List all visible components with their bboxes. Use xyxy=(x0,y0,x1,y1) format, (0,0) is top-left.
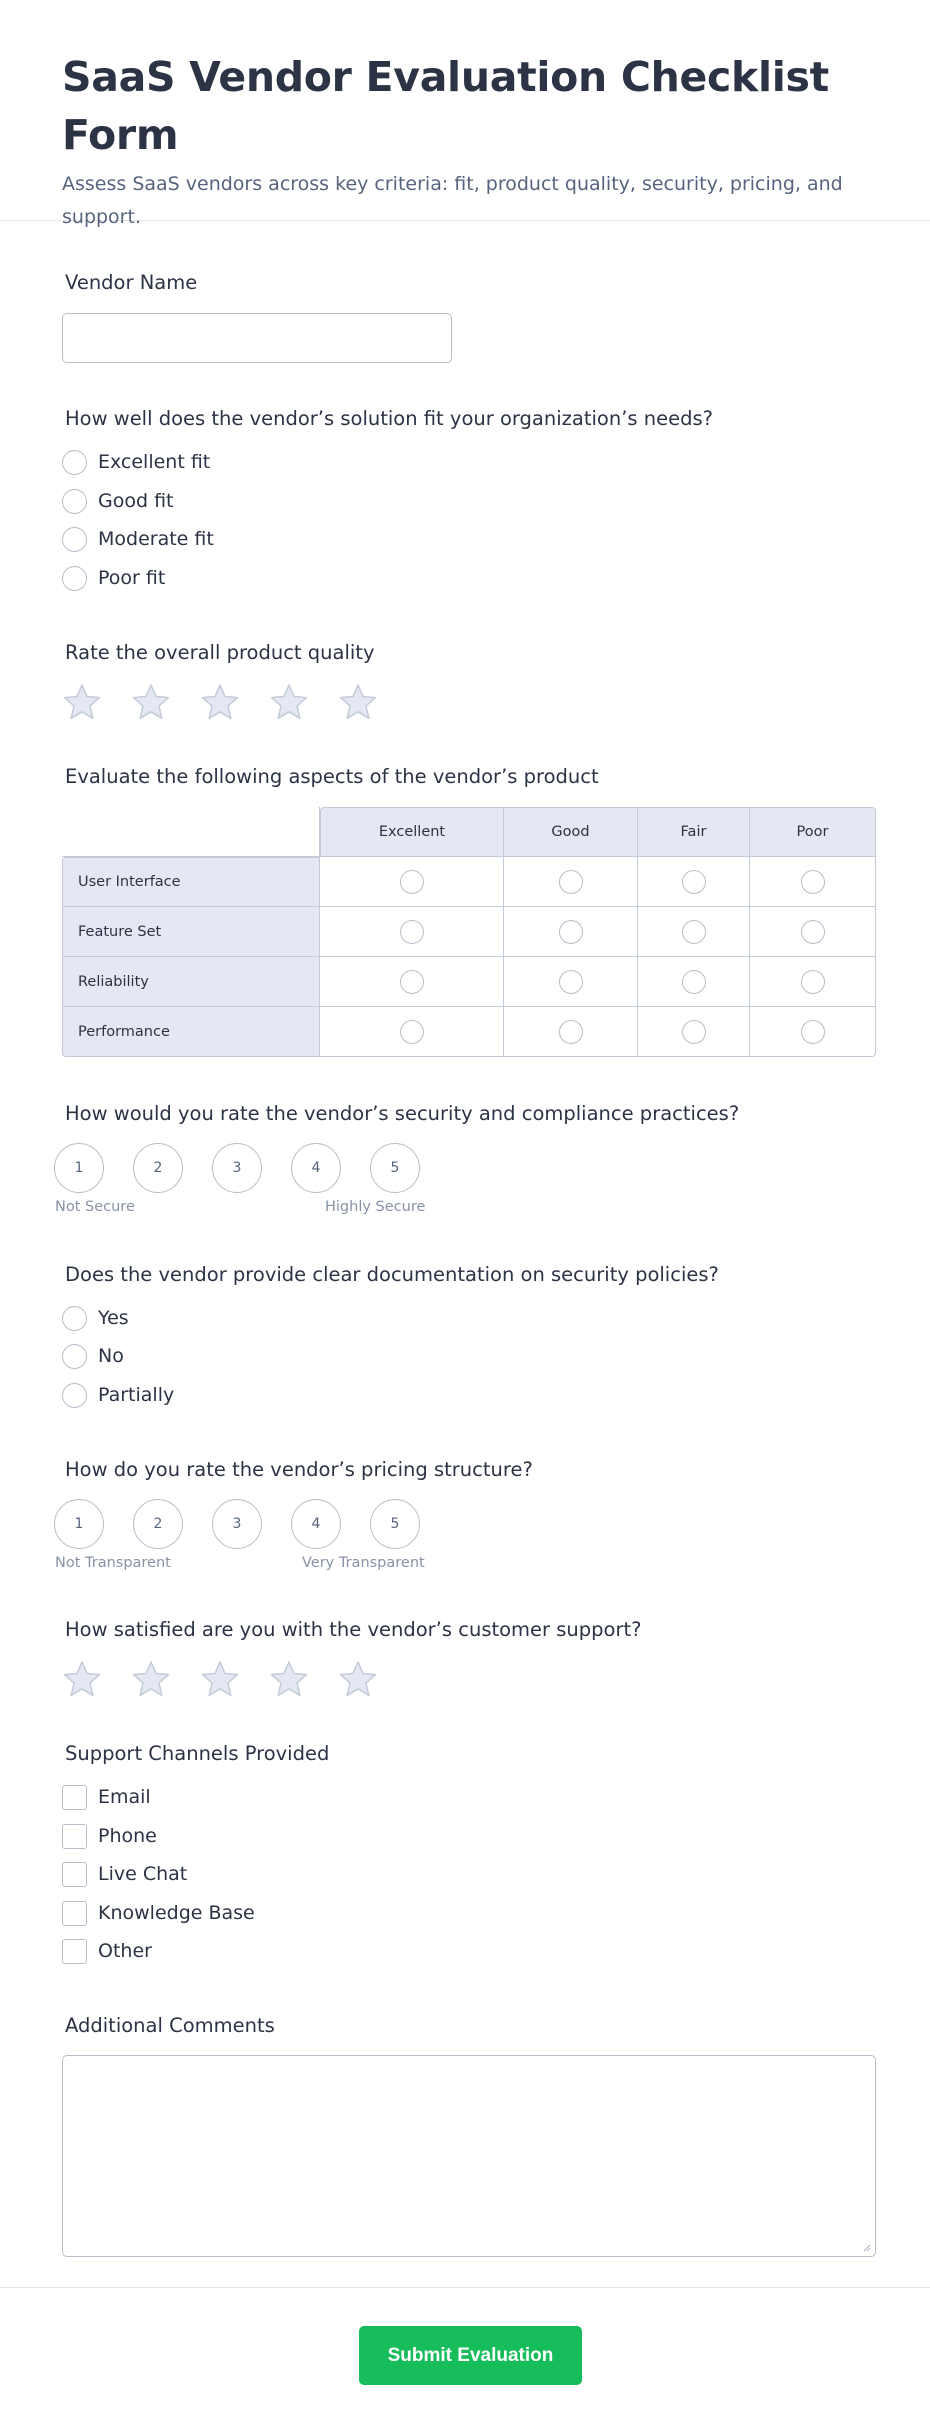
matrix-cell[interactable] xyxy=(320,857,504,907)
matrix-col-fair: Fair xyxy=(638,807,750,857)
radio-button[interactable] xyxy=(400,1020,424,1044)
checkbox[interactable] xyxy=(62,1901,87,1926)
option-label: Other xyxy=(98,1940,152,1962)
star-icon-2[interactable] xyxy=(131,682,171,722)
matrix-row-label: Feature Set xyxy=(62,907,320,957)
radio-button[interactable] xyxy=(400,920,424,944)
radio-button[interactable] xyxy=(400,970,424,994)
pricing-scale xyxy=(54,1499,449,1549)
radio-button[interactable] xyxy=(559,970,583,994)
matrix-cell[interactable] xyxy=(504,857,638,907)
matrix-row-feature-set xyxy=(62,907,876,957)
pricing-max-label: Very Transparent xyxy=(302,1555,425,1571)
matrix-cell[interactable] xyxy=(504,1007,638,1057)
option-label: No xyxy=(98,1345,124,1367)
fit-option-excellent[interactable] xyxy=(62,448,210,476)
form-header xyxy=(0,0,930,228)
channels-question-label: Support Channels Provided xyxy=(65,1742,330,1765)
option-label: Excellent fit xyxy=(98,451,211,473)
security-max-label: Highly Secure xyxy=(325,1199,426,1215)
channel-option-other[interactable] xyxy=(62,1937,152,1965)
option-label: Yes xyxy=(98,1307,129,1329)
matrix-cell[interactable] xyxy=(638,907,750,957)
star-icon-2[interactable] xyxy=(131,1659,171,1699)
option-label: Knowledge Base xyxy=(98,1902,255,1924)
option-label: Poor fit xyxy=(98,567,166,589)
matrix-cell[interactable] xyxy=(320,907,504,957)
scale-option-1[interactable]: 1 xyxy=(54,1499,104,1549)
option-label: Email xyxy=(98,1786,151,1808)
radio-button[interactable] xyxy=(559,920,583,944)
matrix-cell[interactable] xyxy=(320,957,504,1007)
security-question-label: How would you rate the vendor’s security and compliance practices? xyxy=(65,1102,740,1125)
radio-button[interactable] xyxy=(62,1344,87,1369)
scale-option-2[interactable]: 2 xyxy=(133,1499,183,1549)
radio-button[interactable] xyxy=(559,1020,583,1044)
matrix-cell[interactable] xyxy=(638,957,750,1007)
evaluation-matrix xyxy=(62,807,876,1057)
quality-question-label: Rate the overall product quality xyxy=(65,641,375,664)
matrix-row-reliability xyxy=(62,957,876,1007)
scale-option-3[interactable]: 3 xyxy=(212,1499,262,1549)
pricing-question-label: How do you rate the vendor’s pricing structure? xyxy=(65,1458,533,1481)
option-label: Good fit xyxy=(98,490,174,512)
fit-option-moderate[interactable] xyxy=(62,525,214,553)
support-star-rating xyxy=(62,1659,407,1699)
documentation-option-no[interactable] xyxy=(62,1342,124,1370)
matrix-row-label: User Interface xyxy=(62,857,320,907)
option-label: Live Chat xyxy=(98,1863,188,1885)
documentation-question-label: Does the vendor provide clear documentation on security policies? xyxy=(65,1263,719,1286)
matrix-corner xyxy=(62,807,320,857)
star-icon-5[interactable] xyxy=(338,682,378,722)
matrix-cell[interactable] xyxy=(750,957,876,1007)
scale-option-2[interactable]: 2 xyxy=(133,1143,183,1193)
scale-option-1[interactable]: 1 xyxy=(54,1143,104,1193)
checkbox[interactable] xyxy=(62,1939,87,1964)
matrix-cell[interactable] xyxy=(504,907,638,957)
documentation-option-yes[interactable] xyxy=(62,1304,129,1332)
star-icon-1[interactable] xyxy=(62,1659,102,1699)
matrix-cell[interactable] xyxy=(320,1007,504,1057)
option-label: Moderate fit xyxy=(98,528,214,550)
radio-button[interactable] xyxy=(62,1306,87,1331)
star-icon-4[interactable] xyxy=(269,682,309,722)
matrix-question-label: Evaluate the following aspects of the vendor’s product xyxy=(65,765,599,788)
vendor-name-label: Vendor Name xyxy=(65,271,198,294)
radio-button[interactable] xyxy=(62,527,87,552)
radio-button[interactable] xyxy=(682,970,706,994)
comments-label: Additional Comments xyxy=(65,2014,275,2037)
radio-button[interactable] xyxy=(801,970,825,994)
comments-textarea[interactable] xyxy=(62,2055,876,2257)
checkbox[interactable] xyxy=(62,1862,87,1887)
matrix-cell[interactable] xyxy=(750,857,876,907)
channel-option-phone[interactable] xyxy=(62,1822,157,1850)
scale-option-5[interactable]: 5 xyxy=(370,1143,420,1193)
channel-option-knowledge-base[interactable] xyxy=(62,1899,255,1927)
form-footer xyxy=(0,2287,930,2433)
submit-button[interactable]: Submit Evaluation xyxy=(359,2326,582,2385)
security-scale xyxy=(54,1143,449,1193)
matrix-row-performance xyxy=(62,1007,876,1057)
security-min-label: Not Secure xyxy=(55,1199,135,1215)
vendor-name-input[interactable] xyxy=(62,313,452,363)
fit-option-good[interactable] xyxy=(62,487,174,515)
star-icon-4[interactable] xyxy=(269,1659,309,1699)
radio-button[interactable] xyxy=(400,870,424,894)
option-label: Phone xyxy=(98,1825,157,1847)
radio-button[interactable] xyxy=(62,1383,87,1408)
matrix-row-label: Performance xyxy=(62,1007,320,1057)
checkbox[interactable] xyxy=(62,1785,87,1810)
matrix-cell[interactable] xyxy=(638,857,750,907)
option-label: Partially xyxy=(98,1384,175,1406)
matrix-cell[interactable] xyxy=(638,1007,750,1057)
matrix-row-user-interface xyxy=(62,857,876,907)
resize-grip-icon[interactable] xyxy=(861,2242,871,2252)
channel-option-live-chat[interactable] xyxy=(62,1860,187,1888)
documentation-option-partially[interactable] xyxy=(62,1381,174,1409)
radio-button[interactable] xyxy=(682,870,706,894)
radio-button[interactable] xyxy=(801,920,825,944)
fit-option-poor[interactable] xyxy=(62,564,165,592)
form-title: SaaS Vendor Evaluation Checklist Form xyxy=(62,53,829,159)
star-icon-1[interactable] xyxy=(62,682,102,722)
radio-button[interactable] xyxy=(801,1020,825,1044)
matrix-cell[interactable] xyxy=(750,1007,876,1057)
radio-button[interactable] xyxy=(62,566,87,591)
matrix-col-good: Good xyxy=(504,807,638,857)
scale-option-5[interactable]: 5 xyxy=(370,1499,420,1549)
support-question-label: How satisfied are you with the vendor’s customer support? xyxy=(65,1618,642,1641)
radio-button[interactable] xyxy=(62,489,87,514)
pricing-min-label: Not Transparent xyxy=(55,1555,171,1571)
scale-option-3[interactable]: 3 xyxy=(212,1143,262,1193)
checkbox[interactable] xyxy=(62,1824,87,1849)
channel-option-email[interactable] xyxy=(62,1783,151,1811)
matrix-col-excellent: Excellent xyxy=(320,807,504,857)
matrix-row-label: Reliability xyxy=(62,957,320,1007)
radio-button[interactable] xyxy=(682,1020,706,1044)
fit-question-label: How well does the vendor’s solution fit your organization’s needs? xyxy=(65,407,713,430)
quality-star-rating xyxy=(62,682,407,722)
scale-option-4[interactable]: 4 xyxy=(291,1499,341,1549)
radio-button[interactable] xyxy=(559,870,583,894)
form-subtitle: Assess SaaS vendors across key criteria: fit, product quality, security, pricing, and support. xyxy=(62,173,843,228)
matrix-cell[interactable] xyxy=(504,957,638,1007)
radio-button[interactable] xyxy=(801,870,825,894)
matrix-col-poor: Poor xyxy=(750,807,876,857)
radio-button[interactable] xyxy=(62,450,87,475)
star-icon-3[interactable] xyxy=(200,682,240,722)
scale-option-4[interactable]: 4 xyxy=(291,1143,341,1193)
star-icon-5[interactable] xyxy=(338,1659,378,1699)
matrix-cell[interactable] xyxy=(750,907,876,957)
star-icon-3[interactable] xyxy=(200,1659,240,1699)
radio-button[interactable] xyxy=(682,920,706,944)
